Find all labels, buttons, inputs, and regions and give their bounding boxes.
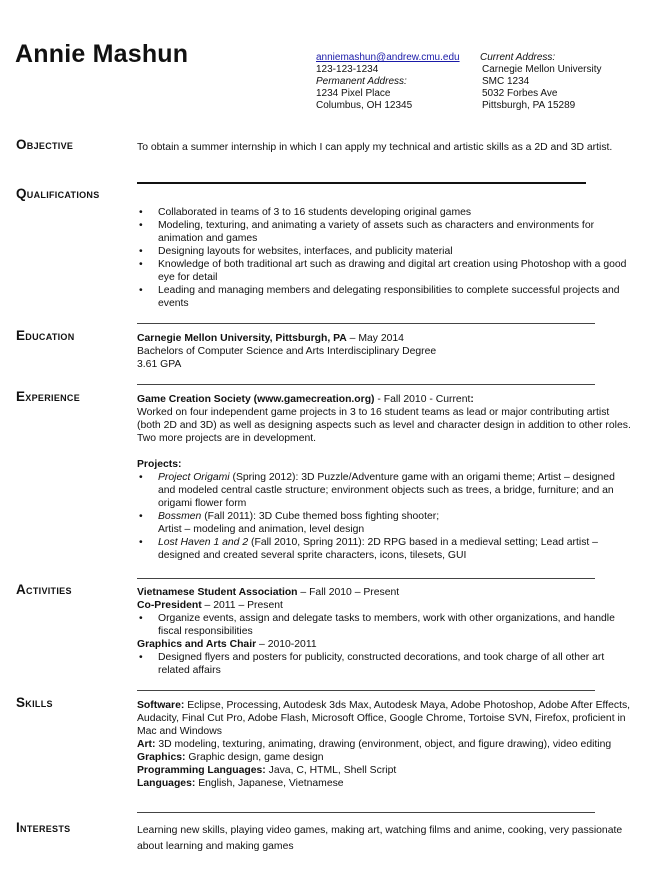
project-desc-line2: Artist – modeling and animation, level design	[158, 524, 365, 535]
contact-left	[316, 52, 486, 112]
divider	[137, 384, 595, 385]
activity-org: Vietnamese Student Association	[137, 587, 298, 598]
list-item: • Modeling, texturing, and animating a variety of assets such as characters and environments for animation and games	[158, 219, 637, 245]
experience-block	[137, 393, 634, 562]
skill-value: Graphic design, game design	[185, 752, 324, 763]
divider	[137, 182, 586, 184]
objective-text: To obtain a summer internship in which I can apply my technical and artistic skills as a 2D and 3D artist.	[137, 142, 613, 153]
projects-label: Projects:	[137, 459, 182, 470]
section-experience: Experience	[16, 389, 81, 404]
section-education: Education	[16, 328, 75, 343]
skill-label: Languages:	[137, 778, 196, 789]
gpa: 3.61 GPA	[137, 359, 182, 370]
skill-value: 3D modeling, texturing, animating, drawing (environment, object, and figure drawing), video editing	[155, 739, 612, 750]
skill-label: Programming Languages:	[137, 765, 266, 776]
activities-block	[137, 586, 637, 677]
section-qualifications: Qualifications	[16, 186, 100, 201]
current-address-line4: Pittsburgh, PA 15289	[482, 100, 576, 111]
project-title: Bossmen	[158, 511, 202, 522]
section-objective: Objective	[16, 137, 74, 152]
project-title: Lost Haven 1 and 2	[158, 537, 249, 548]
experience-org: Game Creation Society (www.gamecreation.org)	[137, 394, 375, 405]
school-name: Carnegie Mellon University, Pittsburgh, PA	[137, 333, 347, 344]
skill-value: Java, C, HTML, Shell Script	[265, 765, 397, 776]
divider	[137, 578, 595, 579]
activity-role-dates: – 2010-2011	[256, 639, 317, 650]
resume-name: Annie Mashun	[15, 40, 189, 68]
permanent-address-line2: Columbus, OH 12345	[316, 100, 413, 111]
current-address-label: Current Address:	[480, 52, 556, 63]
skill-label: Software:	[137, 700, 185, 711]
skills-block	[137, 699, 637, 790]
divider	[137, 323, 595, 324]
degree: Bachelors of Computer Science and Arts Interdisciplinary Degree	[137, 346, 437, 357]
education-date: – May 2014	[346, 333, 404, 344]
experience-colon: :	[470, 394, 474, 405]
list-item: • Designing layouts for websites, interfaces, and publicity material	[158, 245, 637, 258]
education-block	[137, 332, 637, 371]
project-title: Project Origami	[158, 472, 230, 483]
current-address-line1: Carnegie Mellon University	[482, 64, 602, 75]
list-item: • Designed flyers and posters for publicity, constructed decorations, and took charge of all other art related affairs	[158, 651, 637, 677]
project-item	[158, 471, 634, 510]
activity-role: Graphics and Arts Chair	[137, 639, 257, 650]
current-address-line3: 5032 Forbes Ave	[482, 88, 558, 99]
phone: 123-123-1234	[316, 64, 379, 75]
list-item: • Collaborated in teams of 3 to 16 students developing original games	[158, 206, 637, 219]
section-activities: Activities	[16, 582, 72, 597]
section-skills: Skills	[16, 695, 53, 710]
contact-right	[480, 52, 650, 112]
activity-role: Co-President	[137, 600, 202, 611]
permanent-address-line1: 1234 Pixel Place	[316, 88, 391, 99]
email-link[interactable]: anniemashun@andrew.cmu.edu	[316, 52, 460, 63]
divider	[137, 690, 595, 691]
activity-role-dates: – 2011 – Present	[201, 600, 283, 611]
experience-dates: - Fall 2010 - Current	[374, 394, 471, 405]
current-address-line2: SMC 1234	[482, 76, 530, 87]
divider	[137, 812, 595, 813]
skill-value: English, Japanese, Vietnamese	[195, 778, 344, 789]
interests-text: Learning new skills, playing video games, making art, watching films and anime, cooking, very passionate about learning and making games	[137, 825, 623, 852]
activity-org-dates: – Fall 2010 – Present	[297, 587, 400, 598]
section-interests: Interests	[16, 820, 71, 835]
project-desc: (Fall 2010, Spring 2011): 2D RPG based in a medieval setting; Lead artist – designed and created several sprite characters, icons, tilesets, GUI	[158, 537, 598, 561]
project-item	[158, 510, 634, 536]
permanent-address-label: Permanent Address:	[316, 76, 407, 87]
qualifications-list	[137, 206, 637, 310]
skill-label: Graphics:	[137, 752, 186, 763]
list-item: • Leading and managing members and delegating responsibilities to complete successful projects and events	[158, 284, 637, 310]
list-item: • Organize events, assign and delegate tasks to members, work with other organizations, and handle fiscal responsibilities	[158, 612, 637, 638]
project-desc: (Spring 2012): 3D Puzzle/Adventure game with an origami theme; Artist – designed and modeled central castle structure; environment objects such as trees, a bridge, furniture; and an origami flower form	[158, 472, 615, 509]
skill-label: Art:	[137, 739, 156, 750]
list-item: • Knowledge of both traditional art such as drawing and digital art creation using Photoshop with a good eye for detail	[158, 258, 637, 284]
project-desc: (Fall 2011): 3D Cube themed boss fighting shooter;	[201, 511, 440, 522]
experience-description: Worked on four independent game projects in 3 to 16 student teams as lead or major contributing artist (both 2D and 3D) as well as designing aspects such as level and character design in addition to other roles. Two more projects are in development.	[137, 407, 631, 444]
project-item	[158, 536, 634, 562]
skill-value: Eclipse, Processing, Autodesk 3ds Max, Autodesk Maya, Adobe Photoshop, Adobe After Effects, Audacity, Final Cut Pro, Adobe Flash, Microsoft Office, Google Chrome, Tortoise SVN, Firefox, proficient in Mac and Windows	[137, 700, 631, 737]
